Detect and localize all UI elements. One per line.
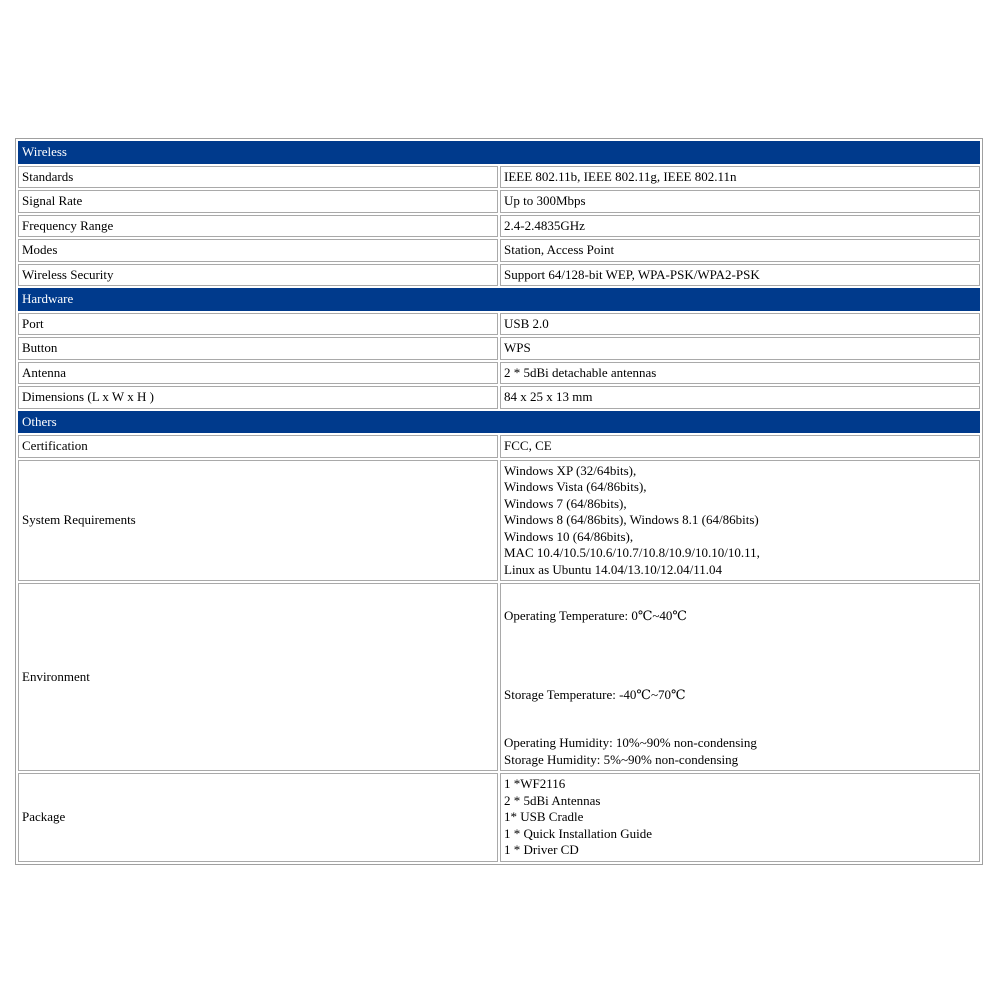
section-header-row — [18, 411, 980, 434]
list-item: 2 * 5dBi Antennas — [504, 792, 601, 808]
row-value: Up to 300Mbps — [500, 190, 980, 213]
row-label: Antenna — [18, 362, 498, 385]
row-value: Support 64/128-bit WEP, WPA-PSK/WPA2-PSK — [500, 264, 980, 287]
table-row — [18, 239, 980, 262]
list-item: 1 * Driver CD — [504, 842, 579, 857]
row-label: System Requirements — [18, 460, 498, 582]
spec-table — [15, 138, 983, 865]
row-label: Certification — [18, 435, 498, 458]
list-item: Windows XP (32/64bits), — [504, 462, 637, 478]
table-row — [18, 386, 980, 409]
list-item: Windows Vista (64/86bits), — [504, 479, 647, 494]
row-label: Environment — [18, 583, 498, 771]
system-requirements-value — [500, 460, 980, 582]
row-label: Standards — [18, 166, 498, 189]
table-row — [18, 264, 980, 287]
table-row — [18, 215, 980, 238]
row-label: Port — [18, 313, 498, 336]
table-row — [18, 166, 980, 189]
row-label: Frequency Range — [18, 215, 498, 238]
section-title-wireless: Wireless — [18, 141, 980, 164]
list-item: Linux as Ubuntu 14.04/13.10/12.04/11.04 — [504, 561, 722, 577]
storage-humidity: Storage Humidity: 5%~90% non-condensing — [504, 751, 739, 767]
row-value: 2 * 5dBi detachable antennas — [500, 362, 980, 385]
table-row — [18, 460, 980, 582]
storage-temperature: Storage Temperature: -40℃~70℃ — [504, 686, 686, 702]
row-label: Wireless Security — [18, 264, 498, 287]
table-row — [18, 313, 980, 336]
row-value: USB 2.0 — [500, 313, 980, 336]
list-item: Windows 7 (64/86bits), — [504, 495, 627, 511]
operating-humidity: Operating Humidity: 10%~90% non-condensing — [504, 735, 757, 750]
row-value: 84 x 25 x 13 mm — [500, 386, 980, 409]
row-value: FCC, CE — [500, 435, 980, 458]
list-item: 1 * Quick Installation Guide — [504, 825, 653, 841]
environment-value — [500, 583, 980, 771]
row-label: Modes — [18, 239, 498, 262]
list-item: Windows 10 (64/86bits), — [504, 528, 634, 544]
row-label: Button — [18, 337, 498, 360]
table-row — [18, 435, 980, 458]
row-value: WPS — [500, 337, 980, 360]
section-header-row — [18, 288, 980, 311]
row-label: Package — [18, 773, 498, 862]
section-header-row — [18, 141, 980, 164]
list-item: Windows 8 (64/86bits), Windows 8.1 (64/86bits) — [504, 512, 759, 527]
list-item: 1* USB Cradle — [504, 809, 584, 824]
row-value: Station, Access Point — [500, 239, 980, 262]
list-item: 1 *WF2116 — [504, 776, 566, 791]
package-value — [500, 773, 980, 862]
row-value: 2.4-2.4835GHz — [500, 215, 980, 238]
section-title-others: Others — [18, 411, 980, 434]
table-row — [18, 190, 980, 213]
table-row — [18, 773, 980, 862]
list-item: MAC 10.4/10.5/10.6/10.7/10.8/10.9/10.10/10.11, — [504, 545, 760, 560]
operating-temperature: Operating Temperature: 0℃~40℃ — [504, 608, 687, 623]
row-label: Signal Rate — [18, 190, 498, 213]
table-row — [18, 362, 980, 385]
row-label: Dimensions (L x W x H ) — [18, 386, 498, 409]
table-row — [18, 583, 980, 771]
table-row — [18, 337, 980, 360]
section-title-hardware: Hardware — [18, 288, 980, 311]
row-value: IEEE 802.11b, IEEE 802.11g, IEEE 802.11n — [500, 166, 980, 189]
